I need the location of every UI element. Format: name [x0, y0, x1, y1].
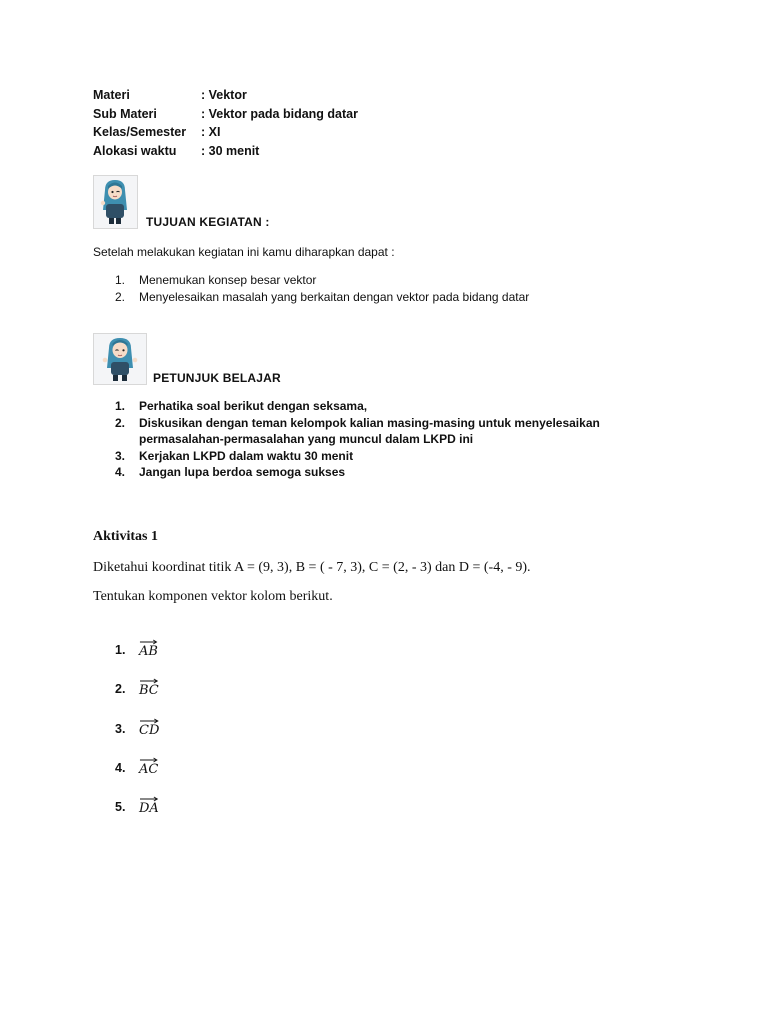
list-text: Jangan lupa berdoa semoga sukses: [139, 465, 346, 479]
vector-text: AC: [139, 761, 159, 777]
list-number: 2.: [115, 415, 126, 430]
vector-label: [139, 757, 158, 777]
vector-arrow-icon: [139, 757, 158, 763]
tujuan-title: TUJUAN KEGIATAN :: [146, 215, 270, 229]
meta-value: : 30 menit: [201, 143, 260, 158]
list-number: 3.: [115, 721, 126, 736]
vector-list: [115, 620, 159, 816]
vector-text: AB: [139, 644, 158, 660]
meta-key: Materi: [93, 88, 130, 102]
tujuan-intro: Setelah melakukan kegiatan ini kamu diharapkan dapat :: [93, 245, 395, 259]
list-text: Perhatika soal berikut dengan seksama,: [139, 399, 368, 413]
list-text: Menemukan konsep besar vektor: [139, 273, 317, 287]
list-number: 1.: [115, 399, 126, 413]
meta-row-kelas: [93, 123, 358, 142]
list-text: Kerjakan LKPD dalam waktu 30 menit: [139, 448, 354, 463]
list-number: 2.: [115, 682, 126, 697]
aktivitas-task: Tentukan komponen vektor kolom berikut.: [93, 589, 333, 604]
aktivitas-title: Aktivitas 1: [93, 529, 158, 544]
list-item: [115, 738, 159, 777]
meta-key: Kelas/Semester: [93, 125, 187, 139]
list-item: [115, 415, 615, 448]
list-item: [115, 777, 159, 816]
vector-label: [139, 796, 159, 816]
list-text: Menyelesaikan masalah yang berkaitan dengan vektor pada bidang datar: [139, 289, 530, 304]
vector-label: [139, 639, 158, 659]
list-item: [115, 464, 615, 481]
vector-arrow-icon: [139, 796, 159, 802]
vector-text: BC: [139, 683, 159, 699]
list-number: 1.: [115, 643, 126, 658]
list-text: Diskusikan dengan teman kelompok kalian masing-masing untuk menyelesaikan permasalahan-permasalahan yang muncul dalam LKPD ini: [139, 415, 600, 446]
petunjuk-list: [115, 398, 615, 481]
meta-row-sub-materi: [93, 105, 358, 124]
meta-value: : Vektor pada bidang datar: [201, 106, 358, 121]
list-number: 1.: [115, 273, 126, 287]
aktivitas-given: Diketahui koordinat titik A = (9, 3), B = ( - 7, 3), C = (2, - 3) dan D = (-4, - 9).: [93, 560, 531, 575]
petunjuk-title: PETUNJUK BELAJAR: [153, 371, 281, 385]
list-item: [115, 620, 159, 659]
hijab-girl-icon: [94, 176, 137, 228]
tujuan-list: [115, 272, 635, 305]
list-item: [115, 398, 615, 415]
list-item: [115, 659, 159, 698]
list-number: 4.: [115, 760, 126, 775]
meta-row-materi: [93, 86, 358, 105]
vector-label: [139, 718, 159, 738]
vector-text: DA: [139, 800, 159, 816]
list-item: [115, 289, 635, 306]
meta-value: : XI: [201, 125, 221, 139]
document-meta: [93, 86, 358, 160]
vector-arrow-icon: [139, 639, 158, 645]
vector-label: [139, 678, 159, 698]
vector-arrow-icon: [139, 678, 159, 684]
list-number: 4.: [115, 465, 126, 479]
meta-key: Sub Materi: [93, 106, 157, 121]
list-item: [115, 698, 159, 737]
vector-arrow-icon: [139, 718, 159, 724]
vector-text: CD: [139, 722, 160, 738]
list-number: 3.: [115, 448, 126, 463]
meta-row-alokasi: [93, 142, 358, 161]
character-illustration: [93, 175, 138, 229]
character-illustration: [93, 333, 147, 385]
list-item: [115, 448, 615, 465]
list-item: [115, 272, 635, 289]
list-number: 5.: [115, 799, 126, 814]
list-number: 2.: [115, 289, 126, 304]
meta-key: Alokasi waktu: [93, 143, 177, 158]
meta-value: : Vektor: [201, 88, 247, 102]
hijab-girl-icon: [94, 334, 146, 384]
